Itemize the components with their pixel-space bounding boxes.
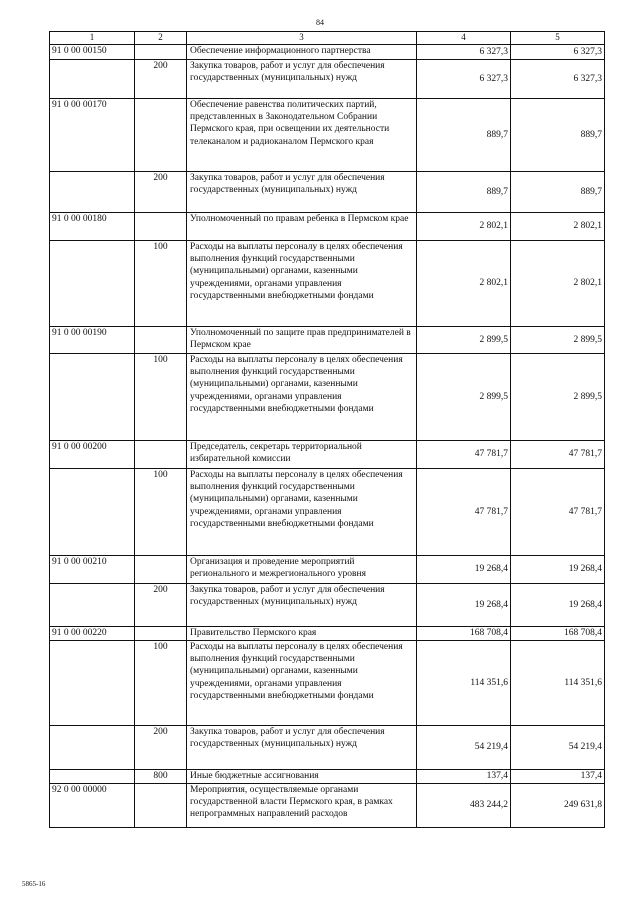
target-article-code [50, 353, 135, 440]
expense-type-code [135, 626, 187, 640]
row-description: Расходы на выплаты персоналу в целях обеспечения выполнения функций государственными (муниципальными) органами, казенными учреждениями, органами управления государственными внебюджетными фондами [187, 353, 417, 440]
budget-table [49, 31, 605, 828]
row-description: Иные бюджетные ассигнования [187, 769, 417, 783]
table-row [50, 725, 605, 769]
amount-col-5: 47 781,7 [511, 440, 605, 468]
row-description: Расходы на выплаты персоналу в целях обеспечения выполнения функций государственными (муниципальными) органами, казенными учреждениями, органами управления государственными внебюджетными фондами [187, 240, 417, 326]
amount-col-5: 54 219,4 [511, 725, 605, 769]
table-row [50, 769, 605, 783]
row-description: Закупка товаров, работ и услуг для обеспечения государственных (муниципальных) нужд [187, 171, 417, 212]
target-article-code [50, 240, 135, 326]
row-description: Мероприятия, осуществляемые органами государственной власти Пермского края, в рамках непрограммных направлений расходов [187, 783, 417, 827]
column-header-5: 5 [511, 32, 605, 45]
amount-col-4: 889,7 [417, 171, 511, 212]
table-row [50, 171, 605, 212]
amount-col-4: 19 268,4 [417, 555, 511, 583]
amount-col-5: 137,4 [511, 769, 605, 783]
amount-col-5: 2 899,5 [511, 326, 605, 353]
table-header [50, 32, 605, 45]
expense-type-code: 200 [135, 59, 187, 98]
amount-col-4: 47 781,7 [417, 468, 511, 555]
table-row [50, 640, 605, 725]
target-article-code [50, 59, 135, 98]
target-article-code [50, 171, 135, 212]
table-row [50, 555, 605, 583]
amount-col-4: 2 899,5 [417, 353, 511, 440]
column-header-3: 3 [187, 32, 417, 45]
expense-type-code: 100 [135, 240, 187, 326]
expense-type-code [135, 555, 187, 583]
amount-col-4: 54 219,4 [417, 725, 511, 769]
amount-col-4: 114 351,6 [417, 640, 511, 725]
row-description: Закупка товаров, работ и услуг для обеспечения государственных (муниципальных) нужд [187, 725, 417, 769]
target-article-code [50, 769, 135, 783]
target-article-code [50, 640, 135, 725]
amount-col-4: 47 781,7 [417, 440, 511, 468]
row-description: Закупка товаров, работ и услуг для обеспечения государственных (муниципальных) нужд [187, 583, 417, 626]
amount-col-5: 6 327,3 [511, 44, 605, 59]
amount-col-5: 19 268,4 [511, 555, 605, 583]
amount-col-5: 168 708,4 [511, 626, 605, 640]
target-article-code: 91 0 00 00190 [50, 326, 135, 353]
target-article-code [50, 725, 135, 769]
table-row [50, 44, 605, 59]
row-description: Закупка товаров, работ и услуг для обеспечения государственных (муниципальных) нужд [187, 59, 417, 98]
expense-type-code: 200 [135, 725, 187, 769]
row-description: Уполномоченный по правам ребенка в Пермском крае [187, 212, 417, 240]
target-article-code: 91 0 00 00150 [50, 44, 135, 59]
row-description: Правительство Пермского края [187, 626, 417, 640]
footer-document-code: 5865-16 [22, 880, 46, 888]
amount-col-5: 889,7 [511, 171, 605, 212]
amount-col-4: 2 899,5 [417, 326, 511, 353]
column-header-1: 1 [50, 32, 135, 45]
expense-type-code [135, 44, 187, 59]
amount-col-4: 2 802,1 [417, 240, 511, 326]
amount-col-4: 889,7 [417, 98, 511, 171]
target-article-code: 91 0 00 00170 [50, 98, 135, 171]
target-article-code: 91 0 00 00180 [50, 212, 135, 240]
amount-col-5: 889,7 [511, 98, 605, 171]
amount-col-5: 249 631,8 [511, 783, 605, 827]
amount-col-4: 6 327,3 [417, 44, 511, 59]
row-description: Уполномоченный по защите прав предпринимателей в Пермском крае [187, 326, 417, 353]
row-description: Организация и проведение мероприятий регионального и межрегионального уровня [187, 555, 417, 583]
amount-col-4: 19 268,4 [417, 583, 511, 626]
amount-col-4: 2 802,1 [417, 212, 511, 240]
expense-type-code [135, 783, 187, 827]
target-article-code: 91 0 00 00210 [50, 555, 135, 583]
row-description: Обеспечение информационного партнерства [187, 44, 417, 59]
table-row [50, 440, 605, 468]
target-article-code [50, 583, 135, 626]
amount-col-4: 483 244,2 [417, 783, 511, 827]
page-number: 84 [316, 18, 324, 27]
table-row [50, 59, 605, 98]
expense-type-code [135, 98, 187, 171]
row-description: Расходы на выплаты персоналу в целях обеспечения выполнения функций государственными (муниципальными) органами, казенными учреждениями, органами управления государственными внебюджетными фондами [187, 468, 417, 555]
amount-col-5: 47 781,7 [511, 468, 605, 555]
row-description: Председатель, секретарь территориальной избирательной комиссии [187, 440, 417, 468]
table-row [50, 212, 605, 240]
target-article-code: 91 0 00 00200 [50, 440, 135, 468]
expense-type-code: 100 [135, 640, 187, 725]
expense-type-code: 100 [135, 468, 187, 555]
table-row [50, 98, 605, 171]
table-row [50, 583, 605, 626]
expense-type-code: 100 [135, 353, 187, 440]
target-article-code: 91 0 00 00220 [50, 626, 135, 640]
expense-type-code [135, 212, 187, 240]
column-header-4: 4 [417, 32, 511, 45]
target-article-code: 92 0 00 00000 [50, 783, 135, 827]
table-row [50, 626, 605, 640]
row-description: Обеспечение равенства политических партий, представленных в Законодательном Собрании Пермского края, при освещении их деятельности телеканалом и радиоканалом Пермского края [187, 98, 417, 171]
table-row [50, 326, 605, 353]
amount-col-4: 137,4 [417, 769, 511, 783]
column-header-2: 2 [135, 32, 187, 45]
table-row [50, 783, 605, 827]
amount-col-5: 6 327,3 [511, 59, 605, 98]
amount-col-5: 2 802,1 [511, 240, 605, 326]
table-row [50, 353, 605, 440]
expense-type-code: 200 [135, 171, 187, 212]
amount-col-5: 2 899,5 [511, 353, 605, 440]
expense-type-code [135, 326, 187, 353]
amount-col-5: 19 268,4 [511, 583, 605, 626]
table-row [50, 240, 605, 326]
expense-type-code: 800 [135, 769, 187, 783]
expense-type-code: 200 [135, 583, 187, 626]
amount-col-4: 6 327,3 [417, 59, 511, 98]
amount-col-5: 114 351,6 [511, 640, 605, 725]
amount-col-4: 168 708,4 [417, 626, 511, 640]
row-description: Расходы на выплаты персоналу в целях обеспечения выполнения функций государственными (муниципальными) органами, казенными учреждениями, органами управления государственными внебюджетными фондами [187, 640, 417, 725]
amount-col-5: 2 802,1 [511, 212, 605, 240]
expense-type-code [135, 440, 187, 468]
table-row [50, 468, 605, 555]
target-article-code [50, 468, 135, 555]
